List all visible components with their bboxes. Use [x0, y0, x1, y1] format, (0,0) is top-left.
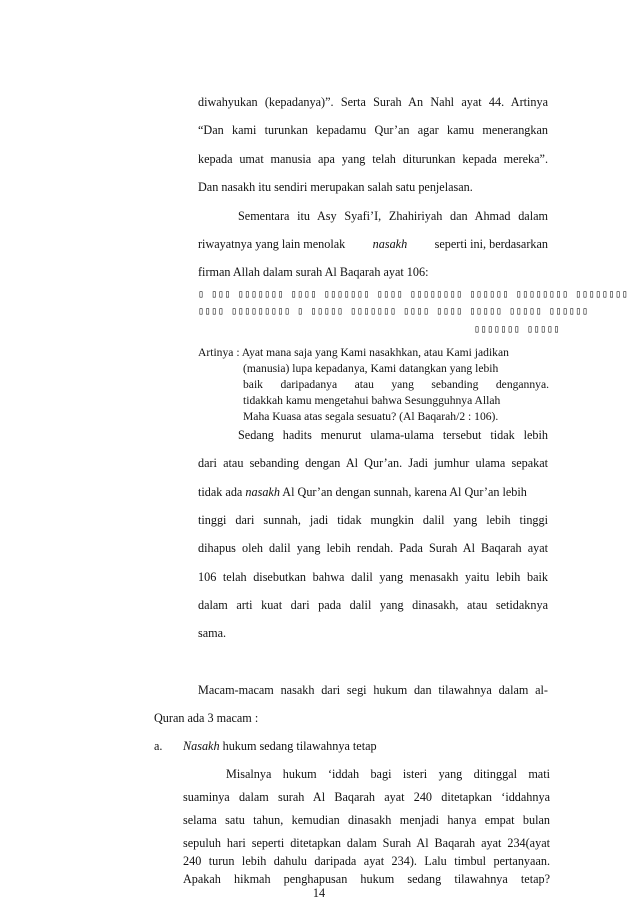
text-run: riwayatnya yang lain menolak — [198, 237, 349, 251]
body-line: Quran ada 3 macam : — [154, 711, 259, 725]
arabic-verse-line: ▯▯▯▯ ▯▯▯▯▯▯▯▯▯ ▯ ▯▯▯▯▯ ▯▯▯▯▯▯▯ ▯▯▯▯ ▯▯▯▯ ▯▯▯▯▯ ▯▯▯▯▯ ▯▯▯▯▯▯ — [198, 306, 589, 317]
body-line: 240 turun lebih dahulu daripada ayat 234). Lalu timbul pertanyaan. — [183, 854, 550, 868]
list-marker: a. — [154, 739, 163, 753]
body-line: diwahyukan (kepadanya)”. Serta Surah An Nahl ayat 44. Artinya — [198, 95, 548, 109]
body-line: dalam arti kuat dari pada dalil yang dinasakh, atau setidaknya — [198, 598, 548, 612]
text-run: tidak ada — [198, 485, 246, 499]
term-nasakh: nasakh — [245, 485, 280, 499]
body-line: sepuluh hari seperti ditetapkan dalam Surah Al Baqarah ayat 234(ayat — [183, 836, 550, 850]
text-run: Al Qur’an dengan sunnah, karena Al Qur’an lebih — [279, 485, 527, 499]
body-line: Macam-macam nasakh dari segi hukum dan tilawahnya dalam al- — [198, 683, 548, 697]
text-run: seperti ini, berdasarkan — [431, 237, 548, 251]
translation-line: (manusia) lupa kepadanya, Kami datangkan yang lebih — [243, 362, 499, 375]
body-line: 106 telah disebutkan bahwa dalil yang menasakh yaitu lebih baik — [198, 570, 548, 584]
body-line — [198, 237, 548, 251]
term-nasakh: Nasakh — [183, 739, 220, 753]
body-line: Dan nasakh itu sendiri merupakan salah satu penjelasan. — [198, 180, 473, 194]
body-line: dari atau sebanding dengan Al Qur’an. Jadi jumhur ulama sepakat — [198, 456, 548, 470]
list-item-title — [183, 739, 377, 753]
body-line: sama. — [198, 626, 227, 640]
arabic-verse-line: ▯ ▯▯▯ ▯▯▯▯▯▯▯ ▯▯▯▯ ▯▯▯▯▯▯▯ ▯▯▯▯ ▯▯▯▯▯▯▯▯ ▯▯▯▯▯▯ ▯▯▯▯▯▯▯▯ ▯▯▯▯▯▯▯▯ — [198, 289, 629, 300]
body-line: suaminya dalam surah Al Baqarah ayat 240 ditetapkan ‘iddahnya — [183, 790, 550, 804]
body-line — [198, 485, 548, 499]
body-line: selama satu tahun, kemudian dinasakh menjadi hanya empat bulan — [183, 813, 550, 827]
body-line: Sedang hadits menurut ulama-ulama tersebut tidak lebih — [238, 428, 548, 442]
translation-label: Artinya : Ayat mana saja yang Kami nasakhkan, atau Kami jadikan — [198, 346, 509, 359]
arabic-verse-line: ▯▯▯▯▯▯▯ ▯▯▯▯▯ — [474, 324, 561, 335]
term-nasakh: nasakh — [372, 237, 408, 251]
body-line: Apakah hikmah penghapusan hukum sedang tilawahnya tetap? — [183, 872, 550, 886]
translation-line: baik daripadanya atau yang sebanding dengannya. — [243, 378, 549, 391]
body-line: firman Allah dalam surah Al Baqarah ayat 106: — [198, 265, 429, 279]
body-line: Misalnya hukum ‘iddah bagi isteri yang ditinggal mati — [226, 767, 550, 781]
page-number: 14 — [312, 886, 326, 900]
body-line: kepada umat manusia apa yang telah diturunkan kepada mereka”. — [198, 152, 548, 166]
text-run: hukum sedang tilawahnya tetap — [219, 739, 377, 753]
body-line: “Dan kami turunkan kepadamu Qur’an agar kamu menerangkan — [198, 123, 548, 137]
body-line: tinggi dari sunnah, jadi tidak mungkin dalil yang lebih tinggi — [198, 513, 548, 527]
translation-line: tidakkah kamu mengetahui bahwa Sesungguhnya Allah — [243, 394, 501, 407]
body-line: dihapus oleh dalil yang lebih rendah. Pada Surah Al Baqarah ayat — [198, 541, 548, 555]
translation-line: Maha Kuasa atas segala sesuatu? (Al Baqarah/2 : 106). — [243, 410, 499, 423]
body-line: Sementara itu Asy Syafi’I, Zhahiriyah dan Ahmad dalam — [238, 209, 548, 223]
